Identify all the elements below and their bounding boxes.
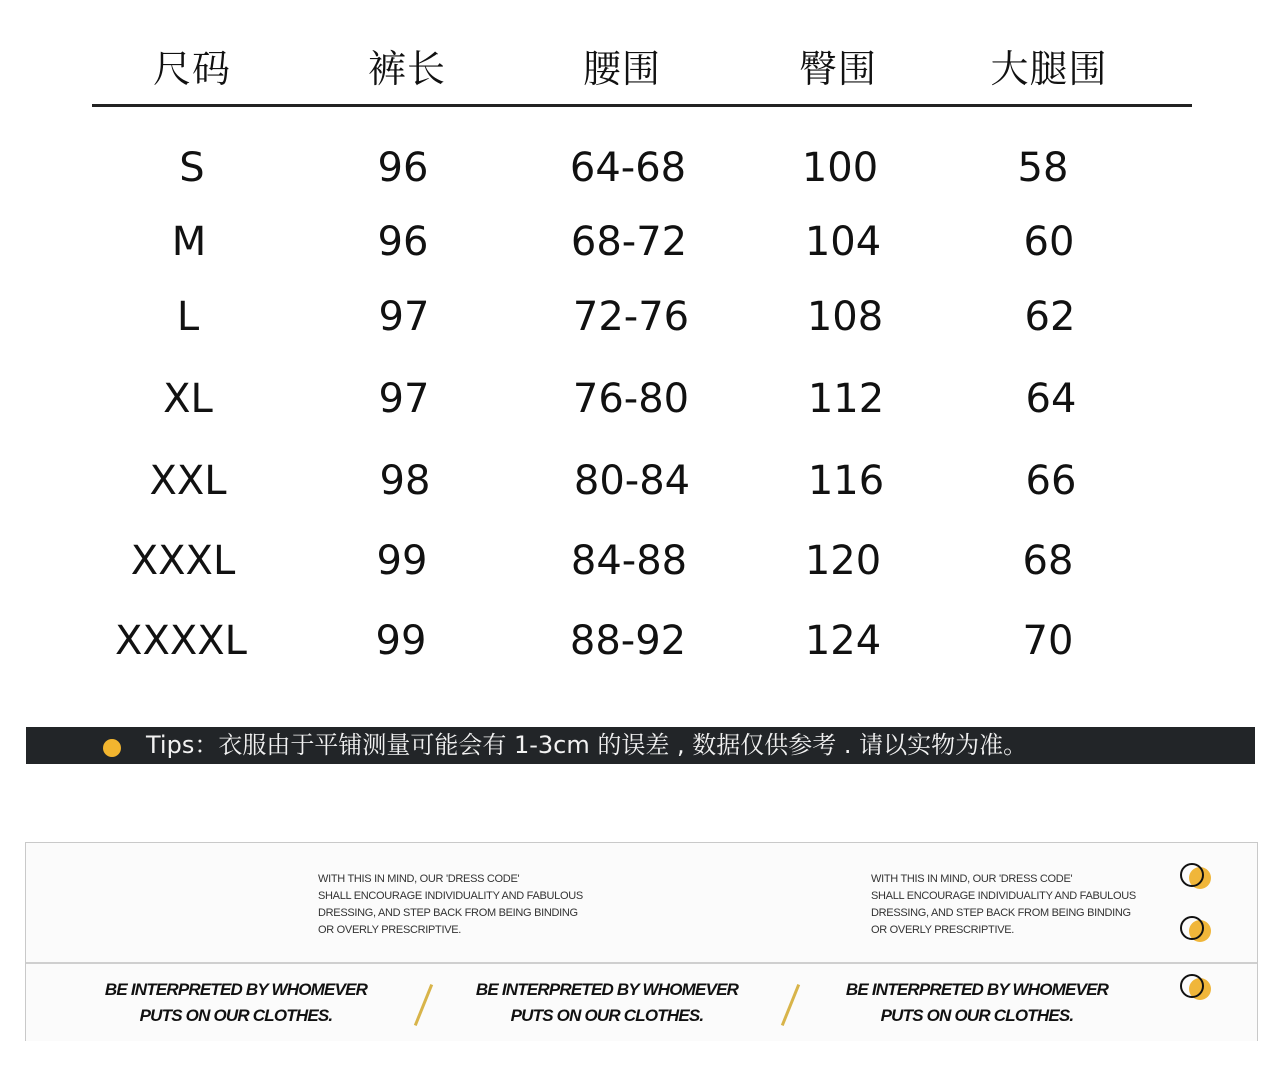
tips-bar [26,727,1255,764]
ring-dot-icon [1180,974,1216,1004]
fine-print-right: WITH THIS IN MIND, OUR 'DRESS CODE' SHALL ENCOURAGE INDIVIDUALITY AND FABULOUS DRESSING, AND STEP BACK FROM BEING BINDING OR OVERLY PRESCRIPTIVE. [871,873,1136,936]
table-cell: 112 [807,376,885,422]
table-cell: 96 [377,145,429,191]
bullet-dot-icon [103,739,121,757]
ring-dot-icon [1180,916,1216,946]
table-cell: 97 [378,376,430,422]
table-cell: XL [163,376,213,422]
table-cell: 108 [806,294,884,340]
table-cell: 124 [804,618,882,664]
slash-icon [781,984,800,1026]
table-cell: 68-72 [570,219,688,265]
fine-print-left: WITH THIS IN MIND, OUR 'DRESS CODE' SHALL ENCOURAGE INDIVIDUALITY AND FABULOUS DRESSING, AND STEP BACK FROM BEING BINDING OR OVERLY PRESCRIPTIVE. [318,873,583,936]
table-cell: 66 [1025,458,1077,504]
table-cell: M [171,219,207,265]
table-cell: 60 [1023,219,1075,265]
slash-icon [414,984,433,1026]
header-length: 裤长 [367,47,447,91]
table-cell: XXXXL [115,618,247,664]
table-cell: 88-92 [569,618,687,664]
table-cell: XXXL [130,538,236,584]
table-cell: 104 [804,219,882,265]
table-cell: S [179,145,205,191]
table-cell: 64-68 [569,145,687,191]
table-cell: 116 [807,458,885,504]
tips-text: Tips：衣服由于平铺测量可能会有 1-3cm 的误差 , 数据仅供参考 . 请以实物为准。 [146,731,1028,759]
table-cell: 99 [376,538,428,584]
header-waist: 腰围 [582,47,662,91]
table-cell: 96 [377,219,429,265]
table-cell: 120 [804,538,882,584]
table-cell: 62 [1024,294,1076,340]
table-cell: 100 [801,145,879,191]
table-cell: 58 [1017,145,1069,191]
header-divider [92,104,1192,107]
table-cell: 84-88 [570,538,688,584]
slogan-right: BE INTERPRETED BY WHOMEVER PUTS ON OUR CLOTHES. [845,980,1109,1025]
table-cell: 99 [375,618,427,664]
table-cell: 68 [1022,538,1074,584]
slogan-center: BE INTERPRETED BY WHOMEVER PUTS ON OUR CLOTHES. [475,980,739,1025]
ring-dot-icon [1180,863,1216,893]
table-cell: 97 [378,294,430,340]
table-cell: 76-80 [572,376,690,422]
slogan-left: BE INTERPRETED BY WHOMEVER PUTS ON OUR CLOTHES. [104,980,368,1025]
table-cell: L [176,294,200,340]
table-cell: 64 [1025,376,1077,422]
table-cell: 80-84 [573,458,691,504]
banner-divider [26,962,1257,964]
table-cell: 98 [379,458,431,504]
table-cell: 70 [1022,618,1074,664]
brand-banner [25,842,1258,1041]
header-size: 尺码 [152,47,232,91]
table-cell: 72-76 [572,294,690,340]
header-hip: 臀围 [798,47,878,91]
table-cell: XXL [149,458,227,504]
header-thigh: 大腿围 [990,47,1108,91]
